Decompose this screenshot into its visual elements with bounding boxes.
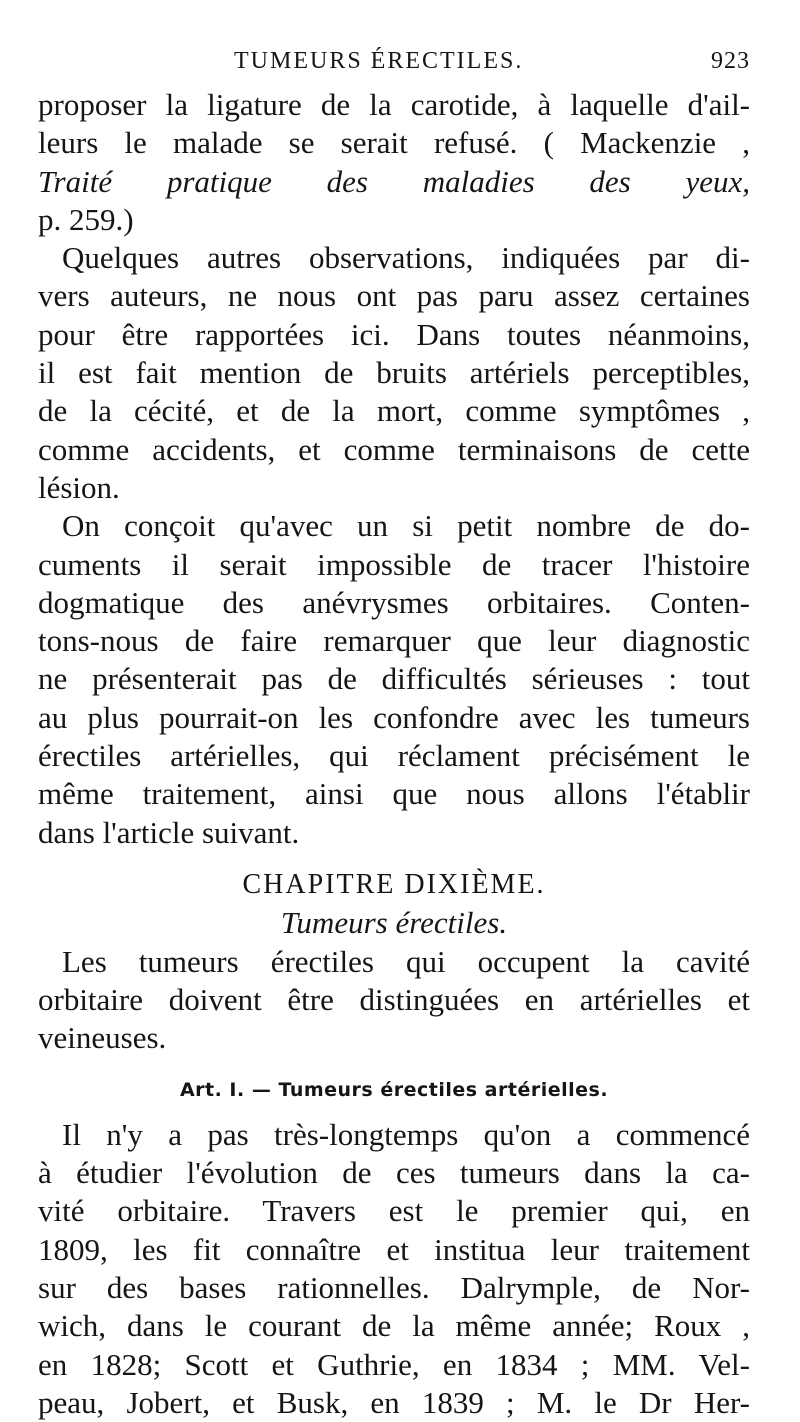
text-line: proposer la ligature de la carotide, à laquelle d'ail- [38,87,750,122]
citation-title-line: Traité pratique des maladies des yeux, [38,163,750,199]
text-line: même traitement, ainsi que nous allons l'établir [38,776,750,812]
text-line: en 1828; Scott et Guthrie, en 1834 ; MM. Vel- [38,1346,750,1382]
text-line: 1809, les fit connaître et institua leur traitement [38,1231,750,1267]
text-line: vers auteurs, ne nous ont pas paru assez certaines [38,278,750,314]
text-line: veineuses. [38,1020,167,1056]
chapter-subtitle: Tumeurs érectiles. [280,905,508,941]
text-line: dogmatique des anévrysmes orbitaires. Conten- [38,584,750,620]
text-line: sur des bases rationnelles. Dalrymple, de Nor- [38,1269,750,1305]
text-line: cuments il serait impossible de tracer l'histoire [38,546,750,582]
text-line: p. 259.) [38,201,134,237]
page-number: 923 [711,48,750,74]
text-line: de la cécité, et de la mort, comme symptômes , [38,393,750,429]
text-line: au plus pourrait-on les confondre avec les tumeurs [38,699,750,735]
text-line: tons-nous de faire remarquer que leur diagnostic [38,623,750,659]
chapter-heading: CHAPITRE DIXIÈME. [242,868,546,900]
text-line: il est fait mention de bruits artériels perceptibles, [38,355,750,391]
text-line: Il n'y a pas très-longtemps qu'on a commencé [62,1116,750,1152]
text-line: On conçoit qu'avec un si petit nombre de do- [62,508,750,544]
running-title: TUMEURS ÉRECTILES. [234,48,524,74]
text-line: Les tumeurs érectiles qui occupent la cavité [62,943,750,979]
text-line: ne présenterait pas de difficultés sérieuses : tout [38,661,750,697]
text-line: dans l'article suivant. [38,814,300,850]
text-line: peau, Jobert, et Busk, en 1839 ; M. le Dr Her- [38,1384,750,1420]
text-line: érectiles artérielles, qui réclament précisément le [38,738,750,774]
running-header [38,48,750,84]
text-line: lésion. [38,469,120,505]
text-line: leurs le malade se serait refusé. ( Mackenzie , [38,125,750,161]
text-line: Quelques autres observations, indiquées par di- [62,240,750,276]
page-body [38,86,750,1422]
text-line: orbitaire doivent être distinguées en artérielles et [38,981,750,1017]
text-line: à étudier l'évolution de ces tumeurs dans la ca- [38,1155,750,1191]
article-heading: Art. I. — Tumeurs érectiles artérielles. [179,1079,609,1102]
text-line: comme accidents, et comme terminaisons de cette [38,431,750,467]
text-line: vité orbitaire. Travers est le premier qui, en [38,1193,750,1229]
text-line: wich, dans le courant de la même année; Roux , [38,1308,750,1344]
text-line: pour être rapportées ici. Dans toutes néanmoins, [38,316,750,352]
